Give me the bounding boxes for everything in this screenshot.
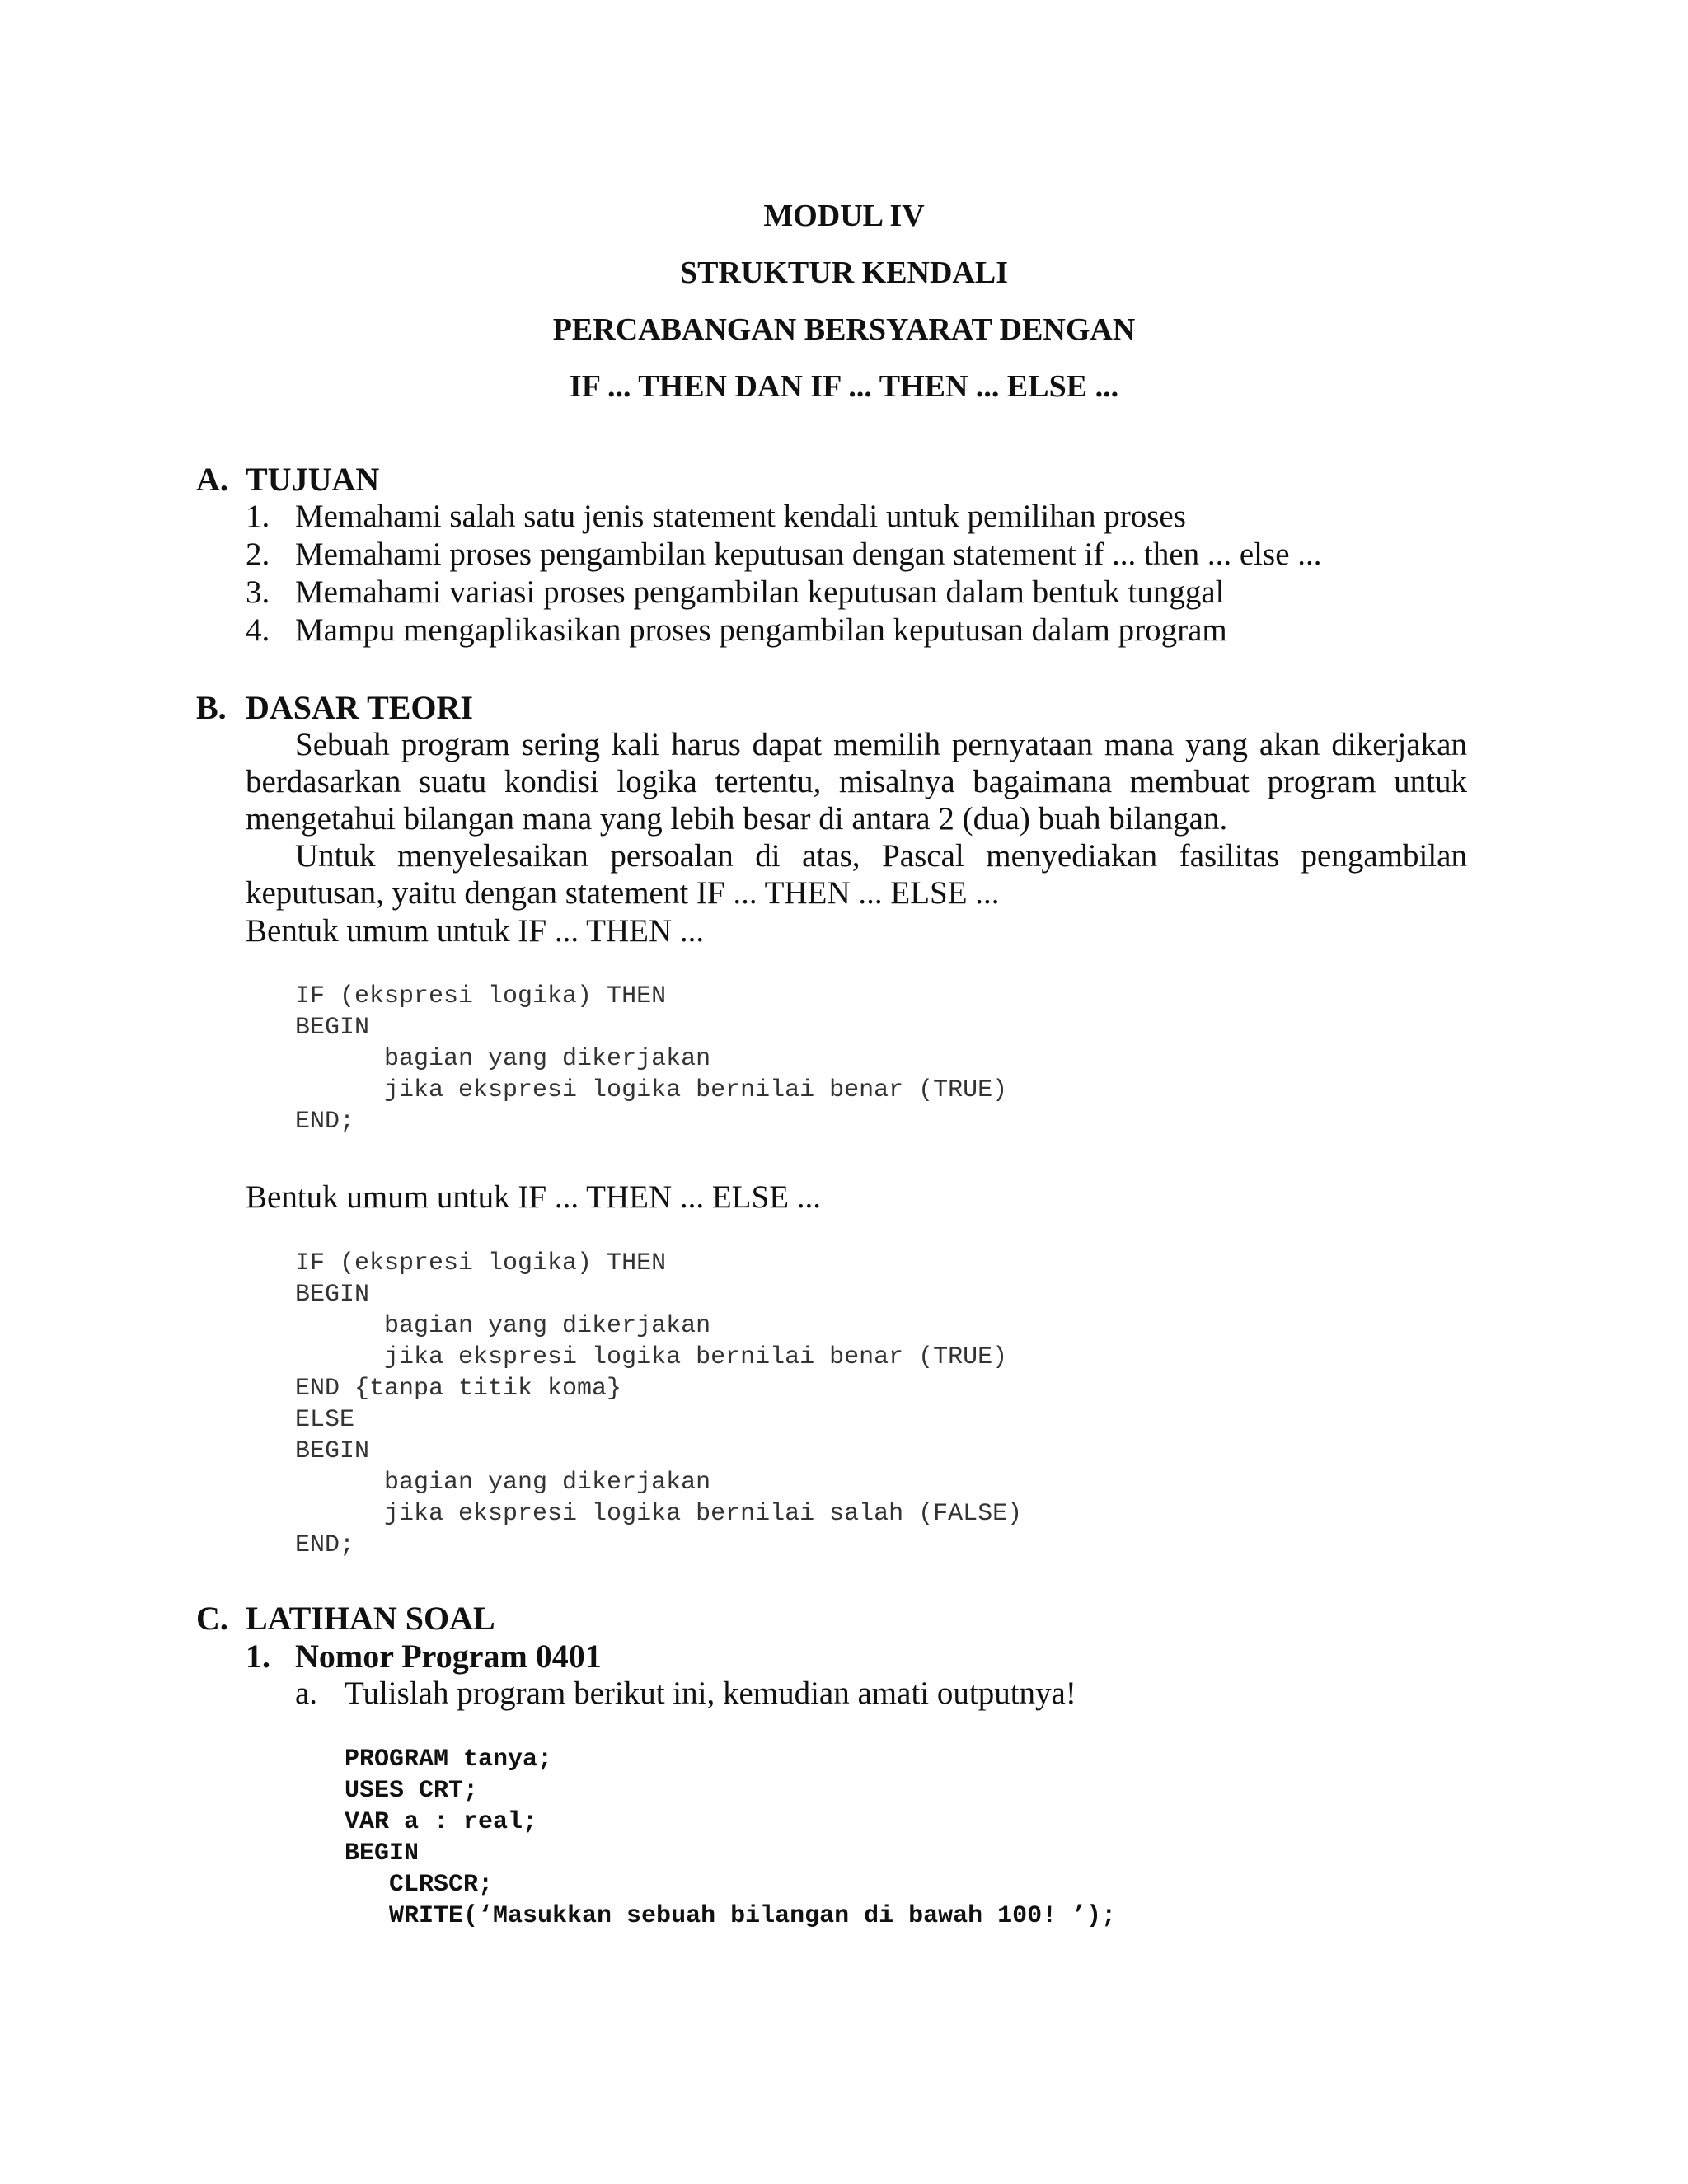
code-line: VAR a : real;	[345, 1808, 538, 1836]
code-line: jika ekspresi logika bernilai salah (FALSE)	[295, 1500, 1023, 1528]
section-b-heading: DASAR TEORI	[246, 689, 473, 726]
list-item-number: 2.	[246, 537, 270, 572]
instruction-letter: a.	[295, 1675, 318, 1711]
paragraph-line: berdasarkan suatu kondisi logika tertentu, misalnya bagaimana membuat program untuk	[246, 764, 1467, 799]
code-line: jika ekspresi logika bernilai benar (TRUE)	[295, 1343, 1008, 1371]
code-line: bagian yang dikerjakan	[295, 1469, 711, 1497]
paragraph-line: Sebuah program sering kali harus dapat memilih pernyataan mana yang akan dikerjakan	[295, 727, 1467, 762]
code-line: END;	[295, 1108, 355, 1136]
code-line: bagian yang dikerjakan	[295, 1312, 711, 1340]
code-line: jika ekspresi logika bernilai benar (TRUE)	[295, 1076, 1008, 1104]
list-item-text: Memahami variasi proses pengambilan keputusan dalam bentuk tunggal	[295, 574, 1225, 610]
code-line: END {tanpa titik koma}	[295, 1375, 622, 1403]
code-line: BEGIN	[295, 1014, 370, 1042]
list-item-text: Memahami proses pengambilan keputusan dengan statement if ... then ... else ...	[295, 537, 1322, 572]
code-line: CLRSCR;	[345, 1871, 494, 1899]
module-topic: PERCABANGAN BERSYARAT DENGAN	[552, 312, 1136, 347]
list-item-text: Memahami salah satu jenis statement kendali untuk pemilihan proses	[295, 499, 1186, 534]
code-line: USES CRT;	[345, 1777, 479, 1805]
list-item	[246, 612, 1227, 649]
module-topic-detail: IF ... THEN DAN IF ... THEN ... ELSE ...	[569, 369, 1119, 404]
list-item	[246, 574, 1224, 611]
code-line: WRITE(‘Masukkan sebuah bilangan di bawah 100! ’);	[345, 1902, 1117, 1930]
paragraph-line: Untuk menyelesaikan persoalan di atas, Pascal menyediakan fasilitas pengambilan	[295, 838, 1467, 874]
section-c-heading: LATIHAN SOAL	[246, 1600, 495, 1637]
code-line: BEGIN	[295, 1281, 370, 1309]
code-line: bagian yang dikerjakan	[295, 1045, 711, 1073]
code-line: PROGRAM tanya;	[345, 1746, 553, 1774]
exercise-number: 1.	[246, 1638, 270, 1675]
list-item-number: 4.	[246, 612, 270, 648]
code-line: BEGIN	[295, 1437, 370, 1465]
module-title: MODUL IV	[763, 199, 925, 233]
section-c-letter: C.	[196, 1600, 228, 1637]
module-subtitle: STRUKTUR KENDALI	[679, 255, 1009, 290]
instruction-text: Tulislah program berikut ini, kemudian amati outputnya!	[345, 1675, 1076, 1711]
list-item	[246, 498, 1186, 535]
paragraph-line: mengetahui bilangan mana yang lebih besar di antara 2 (dua) buah bilangan.	[246, 801, 1228, 837]
code-line: IF (ekspresi logika) THEN	[295, 1249, 667, 1277]
code-line: ELSE	[295, 1406, 355, 1434]
section-a-heading: TUJUAN	[246, 461, 380, 498]
list-item-text: Mampu mengaplikasikan proses pengambilan keputusan dalam program	[295, 612, 1227, 648]
code-line: BEGIN	[345, 1840, 420, 1868]
section-b-letter: B.	[196, 689, 227, 726]
code-line: IF (ekspresi logika) THEN	[295, 982, 667, 1010]
list-item-number: 1.	[246, 499, 270, 534]
exercise-heading: Nomor Program 0401	[295, 1638, 602, 1675]
list-item	[246, 536, 1322, 573]
form-label: Bentuk umum untuk IF ... THEN ... ELSE ...	[246, 1179, 822, 1215]
section-a-letter: A.	[196, 461, 228, 498]
list-item-number: 3.	[246, 574, 270, 610]
code-line: END;	[295, 1531, 355, 1559]
form-label: Bentuk umum untuk IF ... THEN ...	[246, 913, 705, 949]
paragraph-line: keputusan, yaitu dengan statement IF ... THEN ... ELSE ...	[246, 875, 1000, 911]
